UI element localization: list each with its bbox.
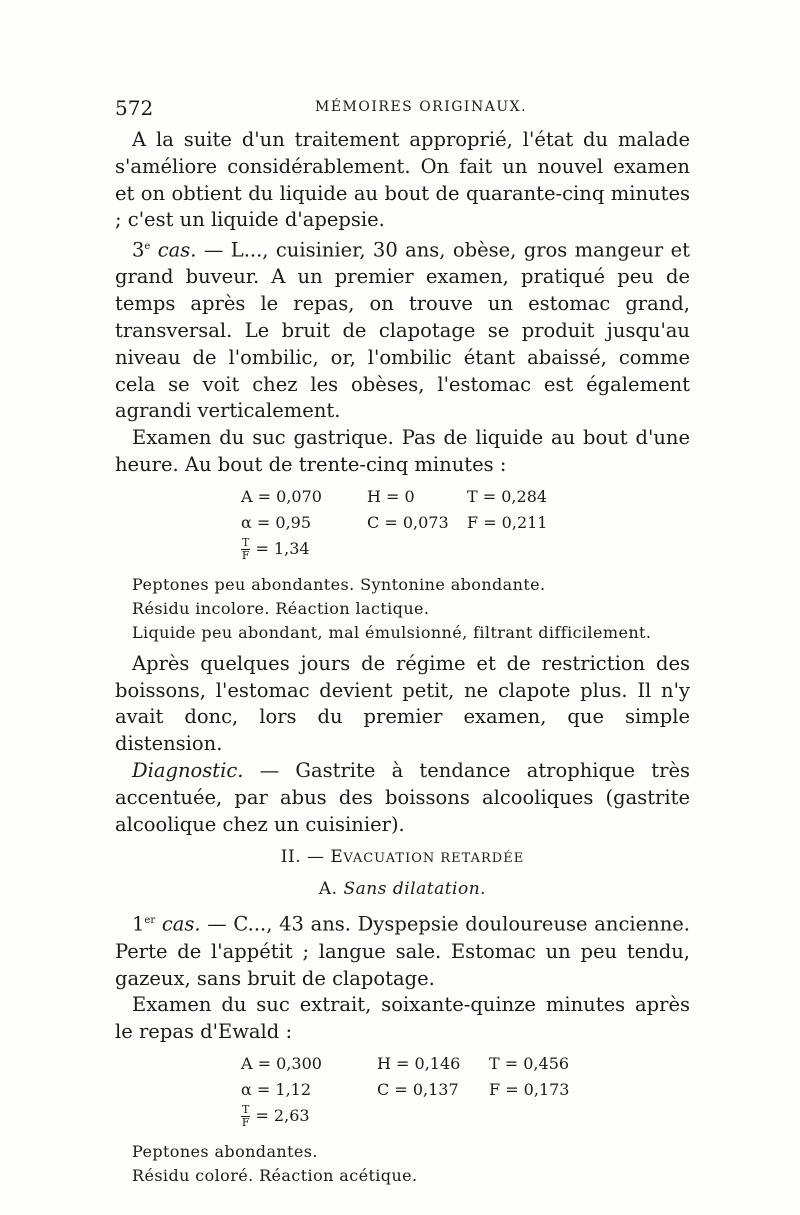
formula-1-ratio-value: = 1,34: [255, 538, 310, 558]
section-first-letter: E: [330, 847, 344, 868]
case-3-sup: e: [144, 241, 151, 253]
case-3-label: cas.: [157, 238, 197, 262]
case-3-number: 3: [132, 238, 145, 262]
note-2b: Résidu coloré. Réaction acétique.: [132, 1165, 418, 1185]
case-1-text: — C..., 43 ans. Dyspepsie douloureuse ancienne. Perte de l'appétit ; langue sale. Estomac un peu tendu, gazeux, sans bruit de clapotage.: [115, 912, 690, 990]
case-1-number: 1: [132, 912, 145, 936]
running-title: MÉMOIRES ORIGINAUX.: [315, 99, 528, 115]
formula-1-C: C = 0,073: [367, 512, 449, 532]
formula-2-ratio: [241, 1104, 310, 1129]
formula-1-A: A = 0,070: [241, 486, 322, 506]
case-3-text: — L..., cuisinier, 30 ans, obèse, gros mangeur et grand buveur. A un premier examen, pratiqué peu de temps après le repas, on trouve un estomac grand, transversal. Le bruit de clapotage se produit jusqu'au niveau de l'ombilic, or, l'ombilic étant abaissé, comme cela se voit chez les obèses, l'estomac est également agrandi verticalement.: [115, 238, 691, 423]
section-numeral: II. —: [280, 847, 331, 868]
subsection-letter: A.: [318, 879, 344, 900]
note-1a: Peptones peu abondantes. Syntonine abondante.: [132, 574, 546, 594]
formula-2-alpha: α = 1,12: [241, 1079, 312, 1099]
formula-2-C: C = 0,137: [377, 1079, 459, 1099]
subsection-title: Sans dilatation.: [343, 879, 487, 900]
formula-2-H: H = 0,146: [377, 1053, 461, 1073]
formula-1-ratio: [241, 537, 310, 562]
note-1c: Liquide peu abondant, mal émulsionné, filtrant difficilement.: [132, 622, 652, 642]
formula-2-fraction: [241, 1104, 250, 1129]
page-number: 572: [115, 96, 154, 120]
formula-1-alpha: α = 0,95: [241, 512, 312, 532]
page-body: [115, 127, 690, 1188]
section-title-rest: VACUATION RETARDÉE: [343, 851, 525, 867]
case-3-paragraph: [115, 234, 690, 425]
formula-2-ratio-value: = 2,63: [255, 1105, 310, 1125]
case-1-sup: er: [144, 915, 156, 927]
exam-2-paragraph: Examen du suc extrait, soixante-quinze minutes après le repas d'Ewald :: [115, 993, 690, 1044]
diagnostic-paragraph: [115, 758, 690, 838]
formula-1-denominator: F: [241, 548, 250, 562]
formula-1-T: T = 0,284: [467, 486, 548, 506]
paragraph-improvement: A la suite d'un traitement approprié, l'état du malade s'améliore considérablement. On fait un nouvel examen et on obtient du liquide au bout de quarante-cinq minutes ; c'est un liquide d'apepsie.: [115, 128, 690, 232]
case-1-paragraph: [115, 908, 690, 992]
diagnostic-label: Diagnostic.: [132, 759, 244, 783]
formula-1-F: F = 0,211: [467, 512, 548, 532]
paragraph-after-regime: Après quelques jours de régime et de restriction des boissons, l'estomac devient petit, ne clapote plus. Il n'y avait donc, lors du premier examen, que simple distension.: [115, 651, 690, 756]
formula-1-H: H = 0: [367, 486, 415, 506]
formula-2-T: T = 0,456: [489, 1053, 570, 1073]
case-1-label: cas.: [161, 912, 201, 936]
note-1b: Résidu incolore. Réaction lactique.: [132, 598, 430, 618]
formula-2: [115, 1050, 690, 1134]
section-heading: [115, 842, 690, 874]
page-header: [115, 96, 690, 124]
diagnostic-text: — Gastrite à tendance atrophique très accentuée, par abus des boissons alcooliques (gastrite alcoolique chez un cuisinier).: [115, 759, 690, 836]
formula-2-numerator: T: [242, 1102, 250, 1116]
note-2a: Peptones abondantes.: [132, 1141, 318, 1161]
formula-1: [115, 483, 690, 567]
formula-1-fraction: [241, 537, 250, 562]
formula-2-denominator: F: [241, 1115, 250, 1129]
formula-2-F: F = 0,173: [489, 1079, 570, 1099]
subsection-heading: [115, 874, 690, 904]
formula-1-numerator: T: [242, 535, 250, 549]
formula-2-A: A = 0,300: [241, 1053, 322, 1073]
exam-1-paragraph: Examen du suc gastrique. Pas de liquide au bout d'une heure. Au bout de trente-cinq minutes :: [115, 426, 690, 477]
